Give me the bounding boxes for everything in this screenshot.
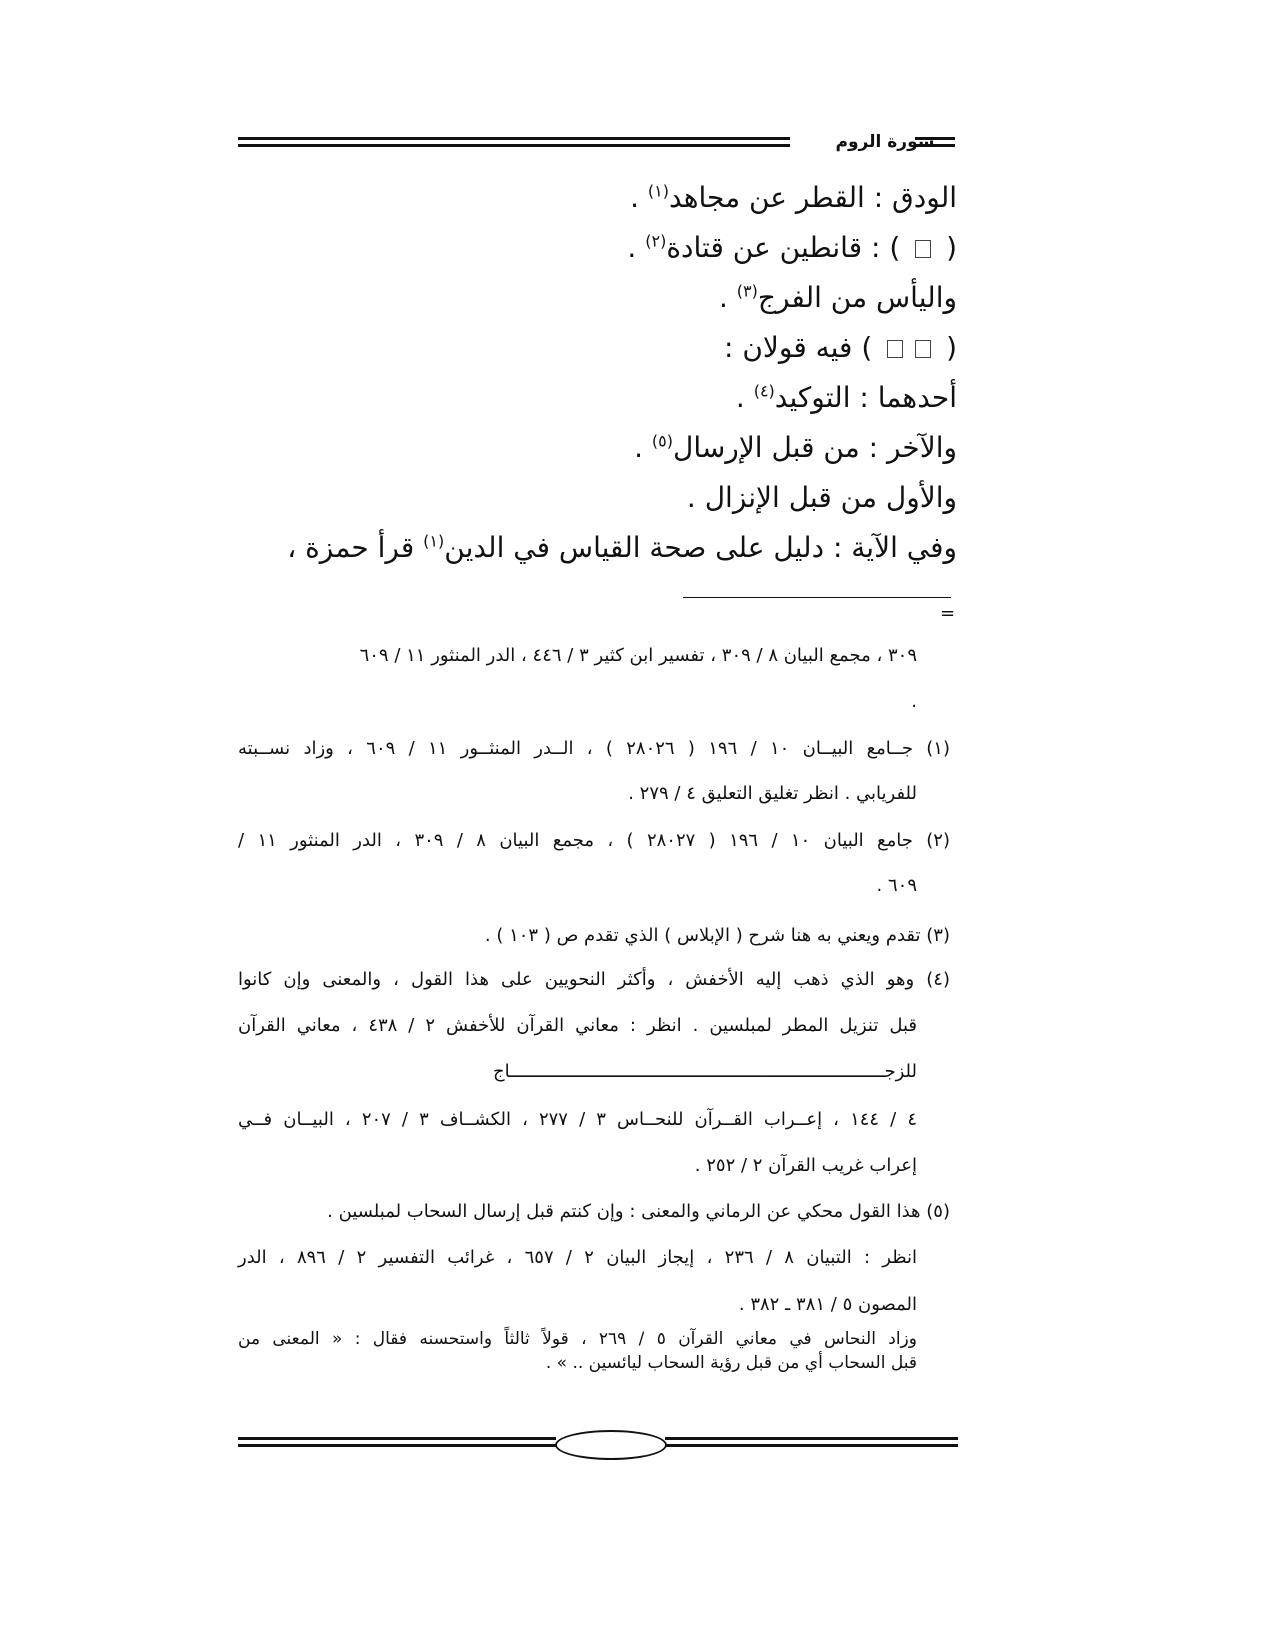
page-number-oval bbox=[555, 1430, 667, 1460]
footnote-separator bbox=[683, 597, 951, 598]
footnote-continued-line-2: . bbox=[911, 691, 917, 712]
footnote-5-line-1: (٥) هذا القول محكي عن الرماني والمعنى : وإن كنتم قبل إرسال السحاب لمبلسين . bbox=[327, 1201, 950, 1222]
footnote-ref: (١) bbox=[647, 181, 670, 201]
body-text: قانطين عن قتادة bbox=[666, 231, 863, 264]
body-line-7: والأول من قبل الإنزال . bbox=[686, 481, 957, 514]
footnote-2-line-1: (٢) جامع البيان ١٠ / ١٩٦ ( ٢٨٠٢٧ ) ، مجمع البيان ٨ / ٣٠٩ ، الدر المنثور ١١ / bbox=[238, 830, 950, 851]
body-text: الودق : القطر عن مجاهد bbox=[669, 181, 957, 214]
footnote-continued-line-1: ٣٠٩ ، مجمع البيان ٨ / ٣٠٩ ، تفسير ابن كثير ٣ / ٤٤٦ ، الدر المنثور ١١ / ٦٠٩ bbox=[359, 645, 917, 666]
body-line-8: وفي الآية : دليل على صحة القياس في الدين$^{(١)}$ قرأ حمزة ، bbox=[287, 531, 957, 564]
footnote-2-line-2: ٦٠٩ . bbox=[876, 875, 917, 896]
footnote-5-line-3: المصون ٥ / ٣٨١ ـ ٣٨٢ . bbox=[738, 1294, 917, 1315]
footnote-5-line-4: وزاد النحاس في معاني القرآن ٥ / ٢٦٩ ، قولاً ثالثاً واستحسنه فقال : « المعنى من bbox=[238, 1329, 917, 1349]
footnote-ref: (٢) bbox=[645, 231, 667, 251]
page-title: سورة الروم bbox=[835, 132, 935, 152]
body-line-6: والآخر : من قبل الإرسال$^{(٥)}$ . bbox=[634, 431, 957, 464]
header-rule-left-2 bbox=[238, 144, 790, 147]
footnote-4-line-5: إعراب غريب القرآن ٢ / ٢٥٢ . bbox=[694, 1155, 917, 1176]
footer-rule-left bbox=[238, 1437, 556, 1440]
missing-glyph-box bbox=[915, 240, 931, 258]
footer-rule-left-2 bbox=[238, 1444, 556, 1447]
body-text: أحدهما : التوكيد bbox=[774, 381, 957, 414]
footer-rule-right bbox=[665, 1437, 958, 1440]
body-text: واليأس من الفرج bbox=[757, 281, 957, 314]
continuation-marker: = bbox=[940, 603, 956, 624]
body-line-1: الودق : القطر عن مجاهد$^{(١)}$ . bbox=[630, 181, 957, 214]
footnote-5-line-5: قبل السحاب أي من قبل رؤية السحاب ليائسين .. » . bbox=[545, 1353, 917, 1373]
body-line-4: ( ) فيه قولان : bbox=[723, 331, 957, 364]
missing-glyph-box bbox=[915, 340, 931, 358]
body-line-5: أحدهما : التوكيد$^{(٤)}$ . bbox=[735, 381, 957, 414]
missing-glyph-box bbox=[887, 340, 903, 358]
footnote-1-line-1: (١) جــامع البيــان ١٠ / ١٩٦ ( ٢٨٠٢٦ ) ، الــدر المنثــور ١١ / ٦٠٩ ، وزاد نســبته bbox=[238, 738, 950, 759]
footnote-4-line-1: (٤) وهو الذي ذهب إليه الأخفش ، وأكثر النحويين على هذا القول ، والمعنى وإن كانوا bbox=[238, 969, 950, 990]
footnote-ref: (٣) bbox=[736, 281, 758, 301]
footnote-1-line-2: للفريابي . انظر تغليق التعليق ٤ / ٢٧٩ . bbox=[628, 783, 917, 804]
footnote-3-line-1: (٣) تقدم ويعني به هنا شرح ( الإبلاس ) الذي تقدم ص ( ١٠٣ ) . bbox=[484, 925, 950, 946]
footnote-4-line-4: ٤ / ١٤٤ ، إعــراب القــرآن للنحــاس ٣ / ٢٧٧ ، الكشــاف ٣ / ٢٠٧ ، البيــان فــي bbox=[238, 1109, 917, 1130]
footnote-ref: (٥) bbox=[651, 431, 673, 451]
body-line-3: واليأس من الفرج$^{(٣)}$ . bbox=[718, 281, 957, 314]
footnote-4-line-3: للزجـــــــــــــــــــــــــــــــــــــــــــــــــــــــــــــــــــــــاج bbox=[492, 1061, 917, 1082]
footnote-5-line-2: انظر : التبيان ٨ / ٢٣٦ ، إيجاز البيان ٢ / ٦٥٧ ، غرائب التفسير ٢ / ٨٩٦ ، الدر bbox=[238, 1247, 918, 1268]
footnote-ref: (١) bbox=[423, 531, 445, 551]
body-line-2: ( ) : قانطين عن قتادة$^{(٢)}$ . bbox=[627, 231, 957, 264]
body-text: والآخر : من قبل الإرسال bbox=[672, 431, 957, 464]
footnote-4-line-2: قبل تنزيل المطر لمبلسين . انظر : معاني القرآن للأخفش ٢ / ٤٣٨ ، معاني القرآن bbox=[238, 1015, 917, 1036]
header-rule-left bbox=[238, 137, 790, 140]
footnote-ref: (٤) bbox=[753, 381, 775, 401]
footer-rule-right-2 bbox=[665, 1444, 958, 1447]
